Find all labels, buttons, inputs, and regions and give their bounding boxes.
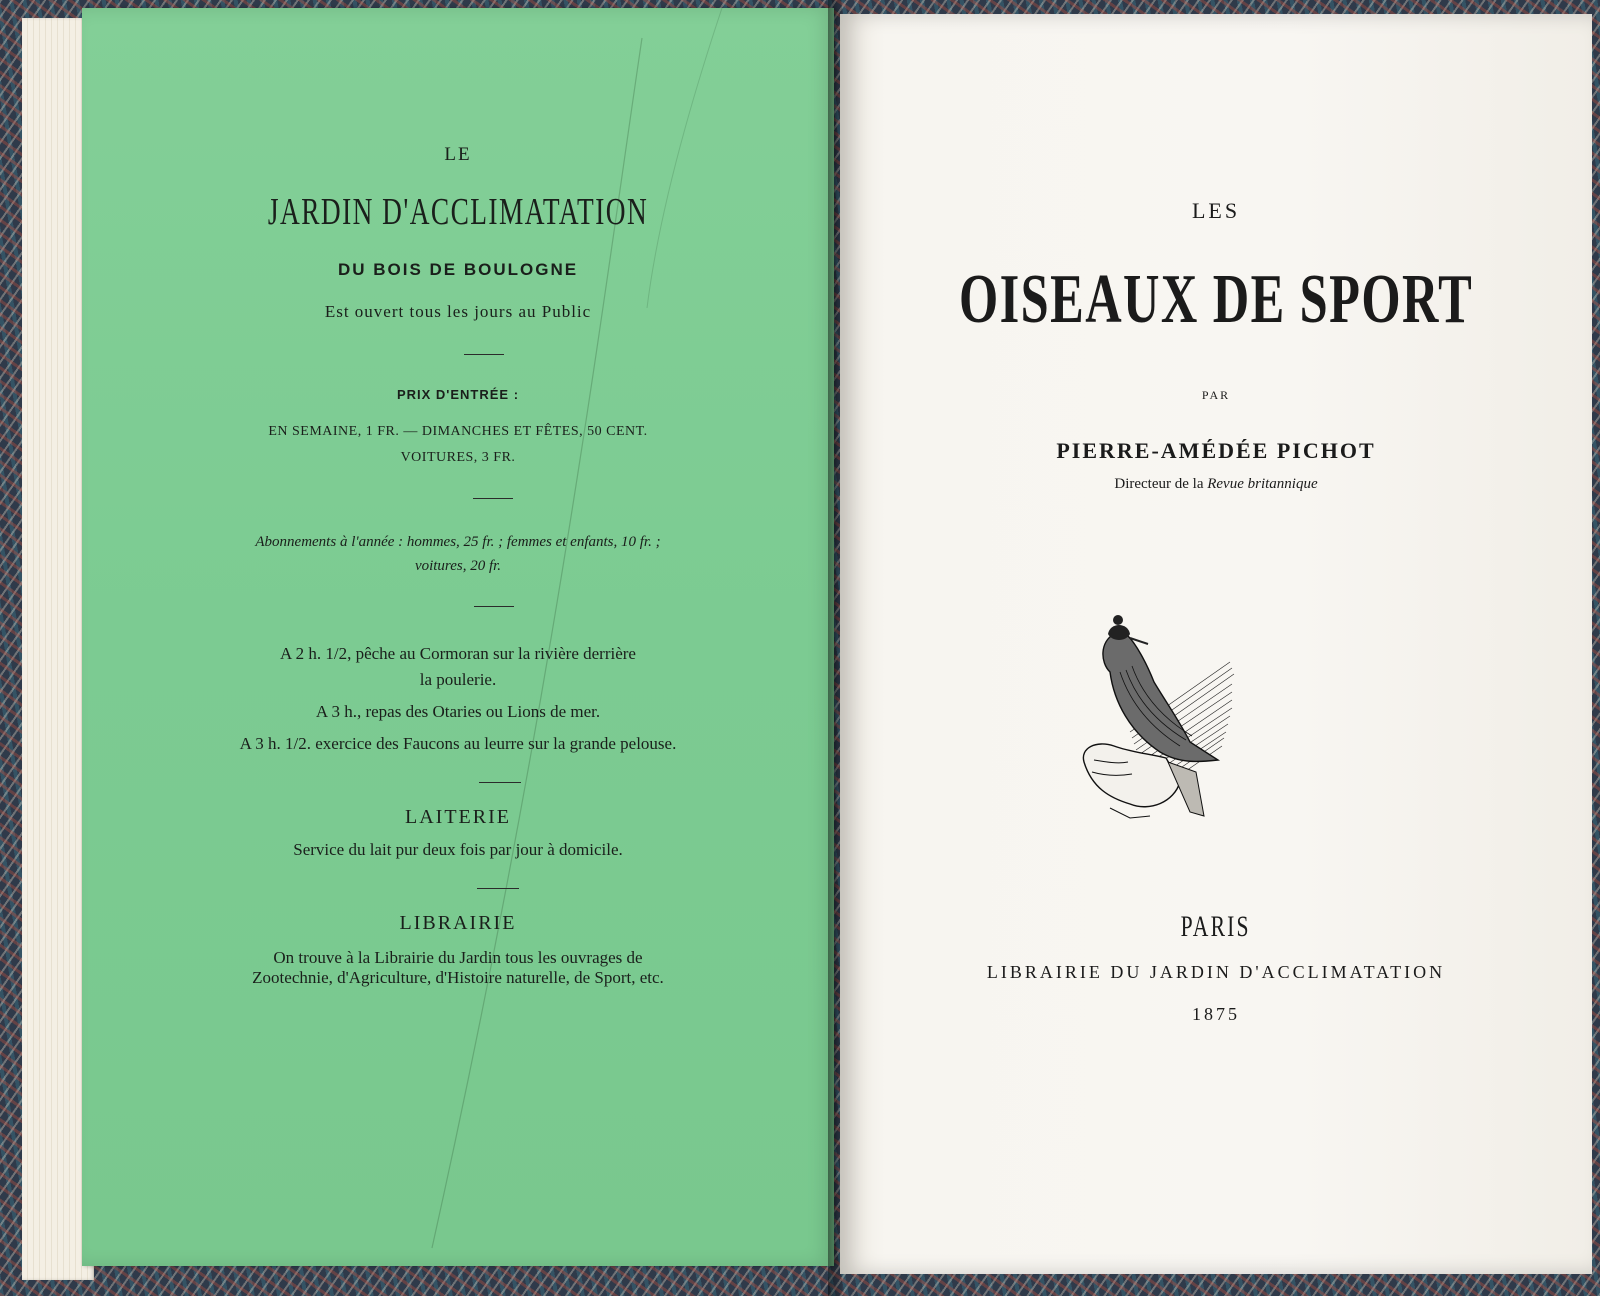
divider — [479, 782, 521, 783]
city-text: PARIS — [1180, 910, 1252, 943]
price-line-2: VOITURES, 3 FR. — [400, 450, 516, 465]
library-heading: LIBRAIRIE — [399, 912, 517, 934]
author-role — [840, 476, 1592, 493]
author-name: PIERRE-AMÉDÉE PICHOT — [1056, 438, 1376, 463]
book-title-text: OISEAUX DE SPORT — [958, 261, 1474, 338]
schedule-3: A 3 h. 1/2. exercice des Faucons au leurre sur la grande pelouse. — [239, 734, 677, 753]
schedule-1b: la poulerie. — [419, 670, 497, 689]
library-text-1: On trouve à la Librairie du Jardin tous les ouvrages de — [273, 948, 643, 967]
title-page — [840, 14, 1592, 1274]
dairy-text: Service du lait pur deux fois par jour à domicile. — [293, 840, 623, 859]
bois-subtitle: DU BOIS DE BOULOGNE — [337, 260, 579, 279]
le-label: LE — [444, 144, 472, 165]
book-title — [840, 260, 1592, 340]
open-text: Est ouvert tous les jours au Public — [324, 302, 592, 321]
divider — [473, 498, 513, 499]
jardin-title — [82, 190, 834, 234]
price-heading: PRIX D'ENTRÉE : — [396, 387, 520, 402]
dairy-heading: LAITERIE — [405, 806, 511, 828]
author-role-prefix: Directeur de la — [1114, 476, 1204, 492]
divider — [464, 354, 504, 355]
subscription-line-2: voitures, 20 fr. — [414, 558, 502, 574]
price-line-1: EN SEMAINE, 1 FR. — DIMANCHES ET FÊTES, 50 CENT. — [268, 424, 648, 439]
les-label: LES — [1191, 198, 1241, 223]
falcon-illustration-icon — [1070, 612, 1250, 834]
divider — [474, 606, 514, 607]
par-label: PAR — [1201, 388, 1231, 402]
schedule-1a: A 2 h. 1/2, pêche au Cormoran sur la rivière derrière — [280, 644, 636, 663]
author-role-journal: Revue britannique — [1207, 476, 1318, 492]
library-text-2: Zootechnie, d'Agriculture, d'Histoire naturelle, de Sport, etc. — [252, 968, 664, 987]
schedule-2: A 3 h., repas des Otaries ou Lions de mer. — [315, 702, 601, 721]
divider — [477, 888, 519, 889]
city — [840, 910, 1592, 944]
subscription-line-1: Abonnements à l'année : hommes, 25 fr. ; femmes et enfants, 10 fr. ; — [255, 534, 661, 550]
jardin-title-text: JARDIN D'ACCLIMATATION — [267, 191, 649, 233]
publisher: LIBRAIRIE DU JARDIN D'ACCLIMATATION — [986, 962, 1446, 982]
publication-year: 1875 — [1192, 1004, 1240, 1024]
advertisement-page — [82, 8, 834, 1266]
